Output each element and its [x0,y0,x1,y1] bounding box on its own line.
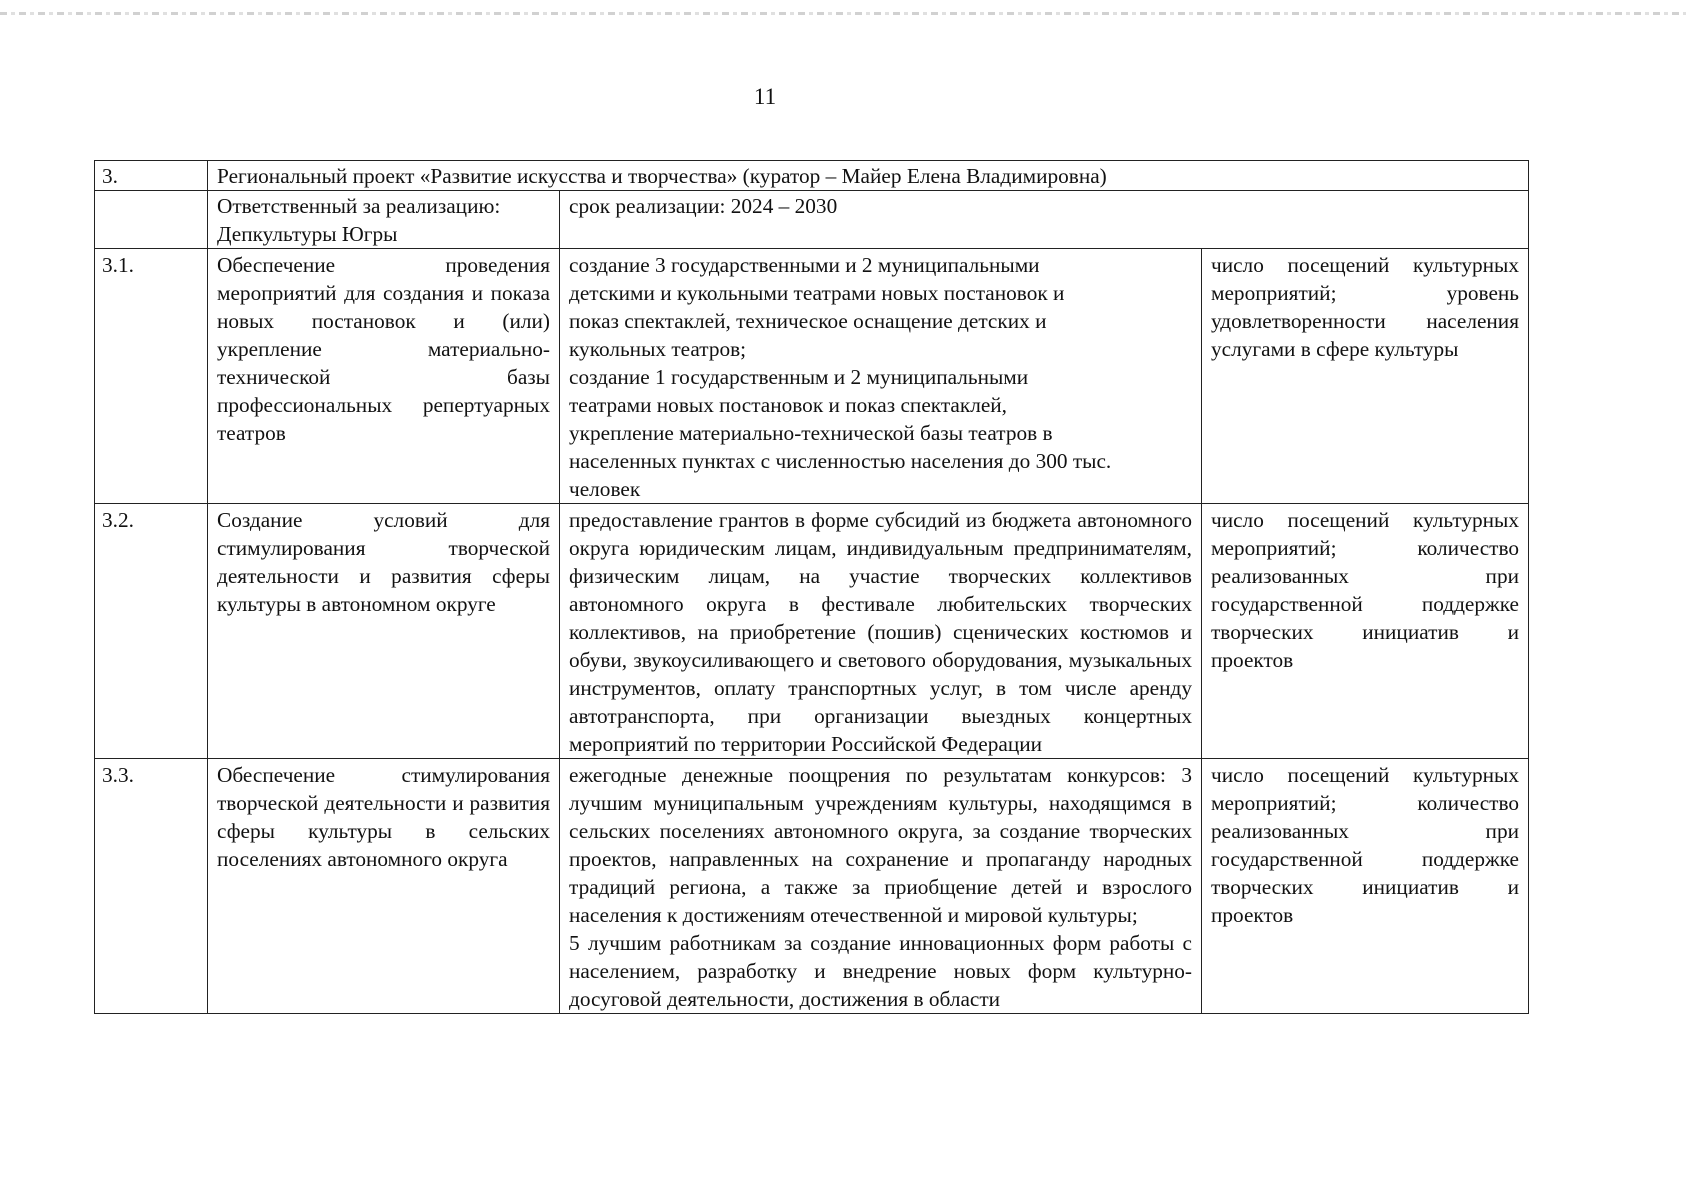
term-cell: срок реализации: 2024 – 2030 [560,191,1529,249]
result-line: человек [569,477,641,501]
row-number: 3.3. [95,759,208,1014]
table-row [95,504,1529,759]
result-paragraph: 5 лучшим работникам за создание инновационных форм работы с населением, разработку и внедрение новых форм культурно-досуговой деятельности, достижения в области [569,931,1192,1011]
responsible-cell [208,191,560,249]
result-line: показ спектаклей, техническое оснащение детских и [569,309,1047,333]
result-cell: предоставление грантов в форме субсидий из бюджета автономного округа юридическим лицам, индивидуальным предпринимателям, физическим лицам, на участие творческих коллективов автономного округа в фестивале любительских творческих коллективов, на приобретение (пошив) сценических костюмов и обуви, звукоусиливающего и светового оборудования, музыкальных инструментов, оплату транспортных услуг, в том числе аренду автотранспорта, при организации выездных концертных мероприятий по территории Российской Федерации [560,504,1202,759]
result-line: кукольных театров; [569,337,747,361]
responsible-label-line: Депкультуры Югры [217,222,398,246]
result-line: театрами новых постановок и показ спектаклей, [569,393,1008,417]
table-row [95,759,1529,1014]
responsible-label-line: Ответственный за реализацию: [217,194,501,218]
task-cell: Обеспечение проведения мероприятий для создания и показа новых постановок и (или) укрепление материально-технической базы профессиональных репертуарных театров [208,249,560,504]
indicators-cell: число посещений культурных мероприятий; количество реализованных при государственной поддержке творческих инициатив и проектов [1202,504,1529,759]
task-cell: Создание условий для стимулирования творческой деятельности и развития сферы культуры в автономном округе [208,504,560,759]
row-number: 3.1. [95,249,208,504]
result-line: укрепление материально-технической базы театров в [569,421,1053,445]
indicators-cell: число посещений культурных мероприятий; количество реализованных при государственной поддержке творческих инициатив и проектов [1202,759,1529,1014]
project-title: Региональный проект «Развитие искусства и творчества» (куратор – Майер Елена Владимировна) [208,161,1529,191]
scan-edge-artifact [0,12,1686,15]
program-table [94,160,1529,1014]
task-cell: Обеспечение стимулирования творческой деятельности и развития сферы культуры в сельских поселениях автономного округа [208,759,560,1014]
project-meta-row [95,191,1529,249]
result-line: населенных пунктах с численностью населения до 300 тыс. [569,449,1112,473]
row-number: 3.2. [95,504,208,759]
project-header-row [95,161,1529,191]
table-row [95,249,1529,504]
result-line: детскими и кукольными театрами новых постановок и [569,281,1065,305]
empty-cell [95,191,208,249]
indicators-cell: число посещений культурных мероприятий; уровень удовлетворенности населения услугами в сфере культуры [1202,249,1529,504]
page-number: 11 [753,84,777,109]
result-cell [560,249,1202,504]
result-cell [560,759,1202,1014]
result-line: создание 1 государственным и 2 муниципальными [569,365,1029,389]
result-paragraph: ежегодные денежные поощрения по результатам конкурсов: 3 лучшим муниципальным учреждениям культуры, находящимся в сельских поселениях автономного округа, за создание творческих проектов, направленных на сохранение и пропаганду народных традиций региона, а также за приобщение детей и взрослого населения к достижениям отечественной и мировой культуры; [569,763,1192,927]
result-line: создание 3 государственными и 2 муниципальными [569,253,1040,277]
project-number: 3. [95,161,208,191]
